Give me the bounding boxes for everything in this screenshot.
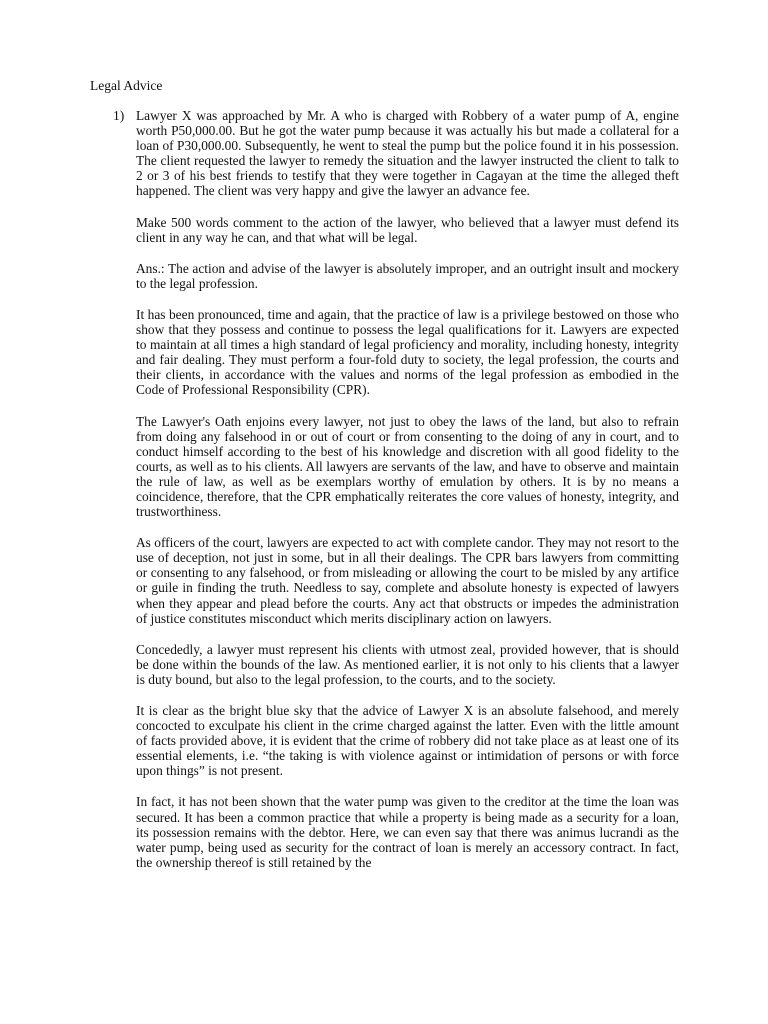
body-paragraph: It has been pronounced, time and again, that the practice of law is a privilege bestowed on those who show that they possess and continue to possess the legal qualifications for it. Lawyers are expected to maintain at all times a high standard of legal proficiency and morality, including honesty, integrity and fair dealing. They must perform a four-fold duty to society, the legal profession, the courts and their clients, in accordance with the values and norms of the legal profession as embodied in the Code of Professional Responsibility (CPR). <box>136 306 679 398</box>
document-title: Legal Advice <box>90 78 163 93</box>
body-paragraph: In fact, it has not been shown that the water pump was given to the creditor at the time the loan was secured. It has been a common practice that while a property is being made as a security for a loan, its possession remains with the debtor. Here, we can even say that there was animus lucrandi as the water pump, being used as security for the contract of loan is merely an accessory contract. In fact, the ownership thereof is still retained by the <box>136 794 679 870</box>
question-paragraph: Lawyer X was approached by Mr. A who is charged with Robbery of a water pump of A, engine worth P50,000.00. But he got the water pump because it was actually his but made a collateral for a loan of P30,000.00. Subsequently, he went to steal the pump but the police found it in his possession. The client requested the lawyer to remedy the situation and the lawyer instructed the client to talk to 2 or 3 of his best friends to testify that they were together in Cagayan at the time the alleged theft happened. The client was very happy and give the lawyer an advance fee. <box>136 108 679 199</box>
instruction-paragraph: Make 500 words comment to the action of the lawyer, who believed that a lawyer must defend its client in any way he can, and that what will be legal. <box>136 214 679 245</box>
document-body <box>136 108 679 886</box>
body-paragraph: Concededly, a lawyer must represent his clients with utmost zeal, provided however, that is should be done within the bounds of the law. As mentioned earlier, it is not only to his clients that a lawyer is duty bound, but also to the legal profession, to the courts, and to the society. <box>136 641 679 687</box>
item-number: 1) <box>113 108 125 123</box>
body-paragraph: It is clear as the bright blue sky that the advice of Lawyer X is an absolute falsehood, and merely concocted to exculpate his client in the crime charged against the latter. Even with the little amount of facts provided above, it is evident that the crime of robbery did not take place as at least one of its essential elements, i.e. “the taking is with violence against or intimidation of persons or with force upon things” is not present. <box>136 703 679 779</box>
answer-paragraph: Ans.: The action and advise of the lawyer is absolutely improper, and an outright insult and mockery to the legal profession. <box>136 260 679 291</box>
body-paragraph: The Lawyer's Oath enjoins every lawyer, not just to obey the laws of the land, but also to refrain from doing any falsehood in or out of court or from consenting to the doing of any in court, and to conduct himself according to the best of his knowledge and discretion with all good fidelity to the courts, as well as to his clients. All lawyers are servants of the law, and have to observe and maintain the rule of law, as well as be exemplars worthy of emulation by others. It is by no means a coincidence, therefore, that the CPR emphatically reiterates the core values of honesty, integrity, and trustworthiness. <box>136 413 679 520</box>
body-paragraph: As officers of the court, lawyers are expected to act with complete candor. They may not resort to the use of deception, not just in some, but in all their dealings. The CPR bars lawyers from committing or consenting to any falsehood, or from misleading or allowing the court to be misled by any artifice or guile in finding the truth. Needless to say, complete and absolute honesty is expected of lawyers when they appear and plead before the courts. Any act that obstructs or impedes the administration of justice constitutes misconduct which merits disciplinary action on lawyers. <box>136 535 679 626</box>
